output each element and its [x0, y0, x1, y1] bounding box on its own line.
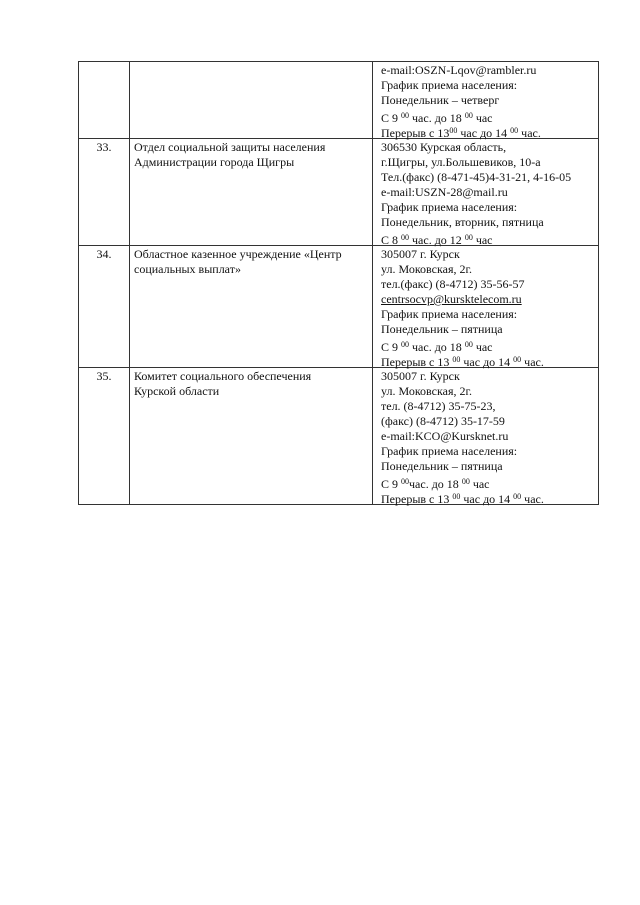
contact-info-text: Понедельник – четверг	[381, 93, 500, 107]
contact-info-line	[381, 459, 598, 474]
contact-info-text: (факс) (8-4712) 35-17-59	[381, 414, 505, 428]
contact-info-cell	[373, 62, 599, 139]
schedule-text: час до 14	[457, 126, 511, 140]
contacts-table-body	[79, 62, 599, 505]
contact-info-text: ул. Моковская, 2г.	[381, 384, 473, 398]
contact-info-line	[381, 215, 598, 230]
minutes-superscript: 00	[513, 492, 522, 501]
contact-info-text: e-mail:KCO@Kursknet.ru	[381, 429, 509, 443]
row-number: 33.	[79, 139, 130, 246]
minutes-superscript: 00	[464, 340, 473, 349]
contact-info-text: Понедельник – пятница	[381, 322, 503, 336]
contact-info-line	[381, 369, 598, 384]
contact-info-text: График приема населения:	[381, 78, 518, 92]
contact-info-text: тел. (8-4712) 35-75-23,	[381, 399, 496, 413]
schedule-text: Перерыв с 13	[381, 492, 453, 506]
contact-info-text: тел.(факс) (8-4712) 35-56-57	[381, 277, 525, 291]
schedule-text: час.	[521, 492, 544, 506]
contact-info-text: centrsocvp@kursktelecom.ru	[381, 292, 522, 306]
row-number: 35.	[79, 368, 130, 505]
contact-info-cell	[373, 139, 599, 246]
contacts-table	[78, 61, 599, 505]
contact-info-line	[381, 123, 598, 138]
contact-info-line	[381, 474, 598, 489]
contact-info-text: 306530 Курская область,	[381, 140, 507, 154]
contact-info-line	[381, 200, 598, 215]
contact-info-text: ул. Моковская, 2г.	[381, 262, 473, 276]
schedule-text: С 8	[381, 233, 402, 247]
contact-info-line	[381, 185, 598, 200]
organization-name-line: Администрации города Щигры	[134, 155, 295, 169]
contact-info-line	[381, 444, 598, 459]
contact-info-line	[381, 93, 598, 108]
organization-name-cell	[130, 246, 373, 368]
contact-info-text: e-mail:OSZN-Lqov@rambler.ru	[381, 63, 537, 77]
minutes-superscript: 00	[464, 111, 473, 120]
contact-info-line	[381, 384, 598, 399]
contact-info-cell	[373, 368, 599, 505]
schedule-text: час до 14	[460, 492, 514, 506]
schedule-text: час	[469, 477, 490, 491]
table-row	[79, 246, 599, 368]
schedule-text: Перерыв с 13	[381, 355, 453, 369]
minutes-superscript: 00	[452, 492, 461, 501]
schedule-text: час. до 18	[409, 111, 465, 125]
contact-info-text: 305007 г. Курск	[381, 369, 460, 383]
schedule-text: час. до 18	[409, 340, 465, 354]
contact-info-line	[381, 489, 598, 504]
table-row	[79, 62, 599, 139]
contact-info-line	[381, 108, 598, 123]
schedule-text: С 9	[381, 111, 402, 125]
contact-info-line	[381, 155, 598, 170]
contact-info-line	[381, 140, 598, 155]
schedule-text: час.	[518, 126, 541, 140]
contact-info-text: Тел.(факс) (8-471-45)4-31-21, 4-16-05	[381, 170, 572, 184]
contact-info-text: Понедельник, вторник, пятница	[381, 215, 544, 229]
contact-info-text: г.Щигры, ул.Большевиков, 10-а	[381, 155, 541, 169]
contact-info-cell	[373, 246, 599, 368]
organization-name-line: Курской области	[134, 384, 220, 398]
contact-info-text: График приема населения:	[381, 200, 518, 214]
contact-info-line	[381, 307, 598, 322]
minutes-superscript: 00	[464, 233, 473, 242]
schedule-text: час до 14	[460, 355, 514, 369]
schedule-text: С 9	[381, 477, 402, 491]
minutes-superscript: 00	[401, 111, 410, 120]
organization-name-line: Областное казенное учреждение «Центр	[134, 247, 342, 261]
contact-info-line	[381, 78, 598, 93]
schedule-text: час. до 18	[409, 477, 462, 491]
schedule-text: час. до 12	[409, 233, 465, 247]
table-row	[79, 368, 599, 505]
minutes-superscript: 00	[401, 233, 410, 242]
contact-info-line	[381, 429, 598, 444]
contact-info-text: 305007 г. Курск	[381, 247, 460, 261]
contact-info-text: Понедельник – пятница	[381, 459, 503, 473]
organization-name-cell	[130, 139, 373, 246]
row-number: 34.	[79, 246, 130, 368]
contact-info-line	[381, 322, 598, 337]
contact-info-text: e-mail:USZN-28@mail.ru	[381, 185, 508, 199]
contact-info-text: График приема населения:	[381, 307, 518, 321]
contact-info-line	[381, 247, 598, 262]
contact-info-line	[381, 414, 598, 429]
schedule-text: час	[472, 233, 493, 247]
minutes-superscript: 00	[513, 355, 522, 364]
minutes-superscript: 00	[449, 126, 458, 135]
minutes-superscript: 00	[461, 477, 470, 486]
schedule-text: Перерыв с 13	[381, 126, 450, 140]
contact-info-line	[381, 277, 598, 292]
schedule-text: час	[472, 340, 493, 354]
minutes-superscript: 00	[401, 340, 410, 349]
contact-info-line	[381, 352, 598, 367]
minutes-superscript: 00	[452, 355, 461, 364]
organization-name-cell	[130, 368, 373, 505]
contact-info-line	[381, 63, 598, 78]
organization-name-line: социальных выплат»	[134, 262, 241, 276]
table-row	[79, 139, 599, 246]
minutes-superscript: 00	[401, 477, 410, 486]
schedule-text: час	[472, 111, 493, 125]
contact-info-line	[381, 170, 598, 185]
contact-info-line	[381, 399, 598, 414]
organization-name-cell	[130, 62, 373, 139]
contact-info-line	[381, 230, 598, 245]
schedule-text: час.	[521, 355, 544, 369]
contact-info-line	[381, 337, 598, 352]
email-link[interactable]	[381, 292, 598, 307]
organization-name-line: Комитет социального обеспечения	[134, 369, 312, 383]
row-number	[79, 62, 130, 139]
contact-info-text: График приема населения:	[381, 444, 518, 458]
schedule-text: С 9	[381, 340, 402, 354]
minutes-superscript: 00	[510, 126, 519, 135]
contact-info-line	[381, 262, 598, 277]
organization-name-line: Отдел социальной защиты населения	[134, 140, 326, 154]
